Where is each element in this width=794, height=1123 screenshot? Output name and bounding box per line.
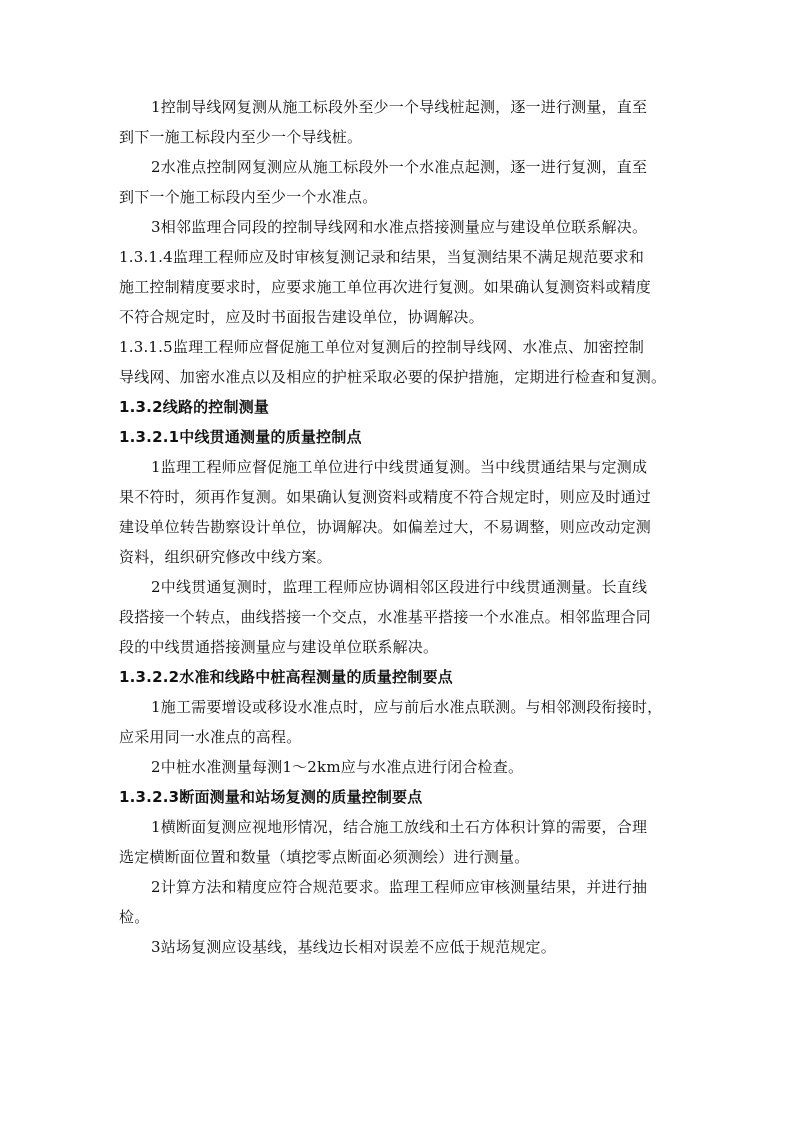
paragraph-line: 3站场复测应设基线，基线边长相对误差不应低于规范规定。	[151, 938, 556, 956]
document-page	[119, 92, 675, 962]
section-heading: 1.3.2.1中线贯通测量的质量控制点	[119, 428, 362, 446]
paragraph-line: 2中线贯通复测时，监理工程师应协调相邻区段进行中线贯通测量。长直线	[151, 578, 648, 596]
paragraph-line: 施工控制精度要求时，应要求施工单位再次进行复测。如果确认复测资料或精度	[119, 278, 652, 296]
paragraph-line: 2中桩水准测量每测1～2km应与水准点进行闭合检查。	[151, 758, 524, 776]
paragraph-line: 应采用同一水准点的高程。	[119, 728, 302, 746]
paragraph-line: 3相邻监理合同段的控制导线网和水准点搭接测量应与建设单位联系解决。	[151, 218, 648, 236]
paragraph-line: 1监理工程师应督促施工单位进行中线贯通复测。当中线贯通结果与定测成	[151, 458, 648, 476]
paragraph-line: 选定横断面位置和数量（填挖零点断面必须测绘）进行测量。	[119, 848, 530, 866]
section-heading: 1.3.2.3断面测量和站场复测的质量控制要点	[119, 788, 423, 806]
paragraph-line: 段搭接一个转点，曲线搭接一个交点，水准基平搭接一个水准点。相邻监理合同	[119, 608, 652, 626]
paragraph-line: 导线网、加密水准点以及相应的护桩采取必要的保护措施，定期进行检查和复测。	[119, 368, 667, 386]
paragraph-line: 果不符时，须再作复测。如果确认复测资料或精度不符合规定时，则应及时通过	[119, 488, 652, 506]
paragraph-line: 1控制导线网复测从施工标段外至少一个导线桩起测，逐一进行测量，直至	[151, 98, 648, 116]
paragraph-line: 建设单位转告勘察设计单位，协调解决。如偏差过大，不易调整，则应改动定测	[119, 518, 652, 536]
paragraph-line: 资料，组织研究修改中线方案。	[119, 548, 332, 566]
paragraph-line: 到下一个施工标段内至少一个水准点。	[119, 188, 378, 206]
paragraph-line: 2水准点控制网复测应从施工标段外一个水准点起测，逐一进行复测，直至	[151, 158, 648, 176]
section-heading: 1.3.2线路的控制测量	[119, 398, 270, 416]
paragraph-line: 段的中线贯通搭接测量应与建设单位联系解决。	[119, 638, 439, 656]
paragraph-line: 到下一施工标段内至少一个导线桩。	[119, 128, 363, 146]
paragraph-line: 1横断面复测应视地形情况，结合施工放线和土石方体积计算的需要，合理	[151, 818, 648, 836]
section-heading: 1.3.2.2水准和线路中桩高程测量的质量控制要点	[119, 668, 453, 686]
paragraph-line: 1.3.1.4监理工程师应及时审核复测记录和结果，当复测结果不满足规范要求和	[119, 248, 645, 266]
paragraph-line: 不符合规定时，应及时书面报告建设单位，协调解决。	[119, 308, 484, 326]
paragraph-line: 2计算方法和精度应符合规范要求。监理工程师应审核测量结果，并进行抽	[151, 878, 648, 896]
paragraph-line: 1施工需要增设或移设水准点时，应与前后水准点联测。与相邻测段衔接时，	[151, 698, 663, 716]
paragraph-line: 检。	[119, 908, 150, 926]
paragraph-line: 1.3.1.5监理工程师应督促施工单位对复测后的控制导线网、水准点、加密控制	[119, 338, 645, 356]
